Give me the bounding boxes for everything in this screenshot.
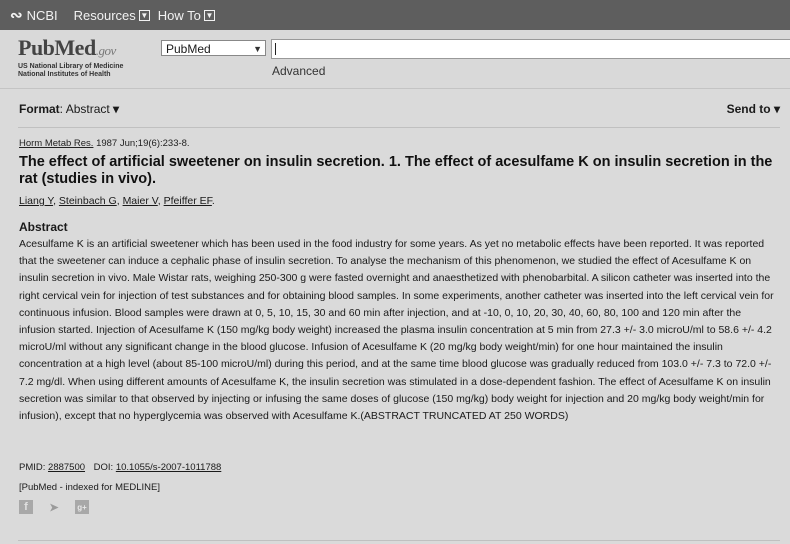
main-content [0,88,790,544]
author-list: Liang Y, Steinbach G, Maier V, Pfeiffer EF. [19,195,215,207]
send-to-menu[interactable] [727,102,780,116]
ncbi-logo-text: NCBI [26,7,58,23]
author-link[interactable]: Liang Y [19,195,54,207]
howto-menu[interactable] [158,8,215,23]
resources-menu[interactable] [74,8,150,23]
chevron-down-icon: ▼ [140,10,149,20]
citation [19,138,190,149]
format-toolbar [19,102,780,116]
author-link[interactable]: Pfeiffer EF [163,195,212,207]
chevron-down-icon: ▼ [253,44,262,54]
caret-down-icon: ▾ [113,102,120,116]
database-select[interactable] [161,40,266,56]
format-value: Abstract [65,102,110,116]
logo-gov: .gov [95,43,116,58]
logo-pub: Pub [18,35,55,60]
format-label: Format [19,102,60,116]
article-title: The effect of artificial sweetener on insulin secretion. 1. The effect of acesulfame K on insulin secretion in the rat (studies in vivo). [19,154,773,187]
doi-link[interactable]: 10.1055/s-2007-1011788 [115,462,222,473]
facebook-icon[interactable]: f [19,500,33,514]
share-bar [19,500,89,514]
nlm-text [18,63,123,79]
divider [18,127,780,128]
nlm-line-2: National Institutes of Health [18,71,111,78]
ncbi-logo[interactable] [10,6,58,24]
search-input[interactable] [271,39,790,59]
resources-label: Resources [73,7,136,23]
pmid-value[interactable]: 2887500 [48,462,86,473]
format-menu[interactable]: Format: Abstract ▾ [19,102,120,116]
journal-link[interactable]: Horm Metab Res. [19,138,94,149]
abstract-heading: Abstract [19,220,68,234]
author-link[interactable]: Steinbach G [58,195,117,207]
indexing-status: [PubMed - indexed for MEDLINE] [19,482,160,493]
caret-down-icon: ▾ [773,102,780,116]
howto-label: How To [157,7,201,23]
ncbi-top-bar [0,0,790,30]
header [0,30,790,88]
google-plus-icon[interactable]: g+ [75,500,89,514]
pubmed-logo[interactable] [18,35,116,61]
author-link[interactable]: Maier V [122,195,158,207]
nlm-line-1: US National Library of Medicine [18,63,124,70]
twitter-icon[interactable]: ➤ [49,501,59,514]
chevron-down-icon: ▼ [205,10,214,20]
logo-med: Med [54,35,96,60]
pmid-label: PMID: [19,462,46,473]
send-to-label: Send to [726,102,771,116]
citation-details: 1987 Jun;19(6):233-8. [96,138,190,149]
divider [18,540,780,541]
identifiers [19,462,227,473]
doi-label: DOI: [93,462,114,473]
ncbi-logo-icon: ∾ [10,7,23,24]
abstract-text: Acesulfame K is an artificial sweetener which has been used in the food industry for some years. As yet no metabolic effects have been reported. It was reported that the sweetener can induce a cephalic phase of insulin secretion. To analyse the mechanism of this phenomenon, we studied the effect of Acesulfame K on insulin secretion in vivo. Male Wistar rats, weighing 250-300 g were fasted overnight and anaesthetized with phenobarbital. A silicon catheter was inserted into the right cervical vein for injection of test substances and for obtaining blood samples. In some experiments, another catheter was inserted into the left cervical vein for continuous infusion. Blood samples were drawn at 0, 5, 10, 15, 30 and 60 min after injection, and at -10, 0, 10, 20, 30, 40, 60, 80, 100 and 120 min after the infusion started. Injection of Acesulfame K (150 mg/kg body weight) increased the plasma insulin concentration at 5 min from 27.3 +/- 3.0 microU/ml to 58.6 +/- 4.2 microU/ml without any significant change in the blood glucose. Infusion of Acesulfame K (20 mg/kg body weight/min) for one hour maintained the insulin concentration at a high level (about 85-100 microU/ml) during this period, and at the same time blood glucose was gradually reduced from 103.0 +/- 7.3 to 72.0 +/- 7.2 mg/dl. When using different amounts of Acesulfame K, the insulin secretion was stimulated in a dose-dependent fashion. The effect of Acesulfame K on insulin secretion was similar to that observed by injecting or infusing the same doses of glucose (150 mg/kg) body weight for injection and 20 mg/kg body weight/min for infusion), except that no hyperglycemia was observed with Acesulfame K.(ABSTRACT TRUNCATED AT 250 WORDS) [19,238,774,423]
database-select-value: PubMed [166,42,211,56]
advanced-search-link[interactable]: Advanced [272,64,326,78]
